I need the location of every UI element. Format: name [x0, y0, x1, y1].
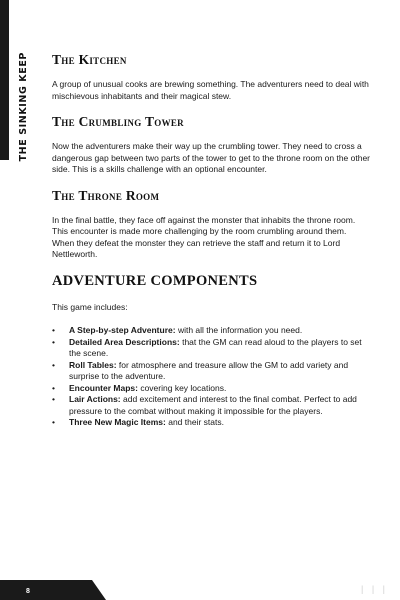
section-kitchen: [52, 52, 370, 102]
item-term: Detailed Area Descriptions:: [69, 336, 180, 347]
bullet-icon: •: [52, 382, 55, 393]
section-body: In the final battle, they face off against the monster that inhabits the throne room. This encounter is made more challenging by the room crumbling around them. When they defeat the monster they can retrieve the staff and return it to Lord Nettleworth.: [52, 214, 356, 259]
running-header: THE SINKING KEEP: [18, 52, 29, 162]
side-bar-decoration: [0, 0, 9, 160]
item-text: add excitement and interest to the final combat. Perfect to add pressure to the combat without making it impossible for the players.: [69, 394, 357, 416]
components-list: [52, 325, 370, 429]
item-text: that the GM can read aloud to the players to set the scene.: [69, 336, 362, 358]
adventure-components: [52, 273, 370, 429]
components-intro: This game includes:: [52, 301, 128, 312]
list-item: [52, 417, 370, 429]
item-term: Lair Actions:: [69, 394, 121, 404]
bullet-icon: •: [52, 336, 55, 347]
item-term: Encounter Maps:: [69, 382, 138, 393]
item-term: A Step-by-step Adventure:: [69, 325, 176, 335]
bullet-icon: •: [52, 359, 55, 370]
item-term: Three New Magic Items:: [69, 417, 166, 427]
list-item: [52, 383, 370, 395]
section-title: The Throne Room: [52, 187, 160, 203]
list-item: [52, 360, 370, 383]
list-item: [52, 337, 370, 360]
section-title: The Kitchen: [52, 52, 127, 67]
list-item: [52, 325, 370, 337]
section-title: The Crumbling Tower: [52, 114, 184, 129]
page-content: [52, 52, 370, 429]
components-heading: ADVENTURE COMPONENTS: [52, 272, 258, 289]
item-text: covering key locations.: [140, 382, 227, 393]
corner-marks: | | |: [360, 584, 388, 594]
list-item: [52, 394, 370, 417]
item-term: Roll Tables:: [69, 359, 117, 370]
bullet-icon: •: [52, 325, 55, 335]
item-text: with all the information you need.: [177, 325, 303, 335]
footer-tab: [0, 580, 106, 600]
section-crumbling-tower: [52, 114, 370, 176]
item-text: and their stats.: [168, 417, 224, 427]
section-body: A group of unusual cooks are brewing something. The adventurers need to deal with mischievous inhabitants and their magical stew.: [52, 79, 369, 101]
bullet-icon: •: [52, 394, 55, 404]
page-number: 8: [26, 588, 30, 595]
section-throne-room: [52, 188, 370, 261]
item-text: for atmosphere and treasure allow the GM to add variety and surprise to the adventure.: [69, 359, 349, 381]
bullet-icon: •: [52, 417, 55, 427]
section-body: Now the adventurers make their way up the crumbling tower. They need to cross a dangerous gap between two parts of the tower to get to the throne room on the other side. This is a skills challenge with an optional encounter.: [52, 141, 371, 174]
